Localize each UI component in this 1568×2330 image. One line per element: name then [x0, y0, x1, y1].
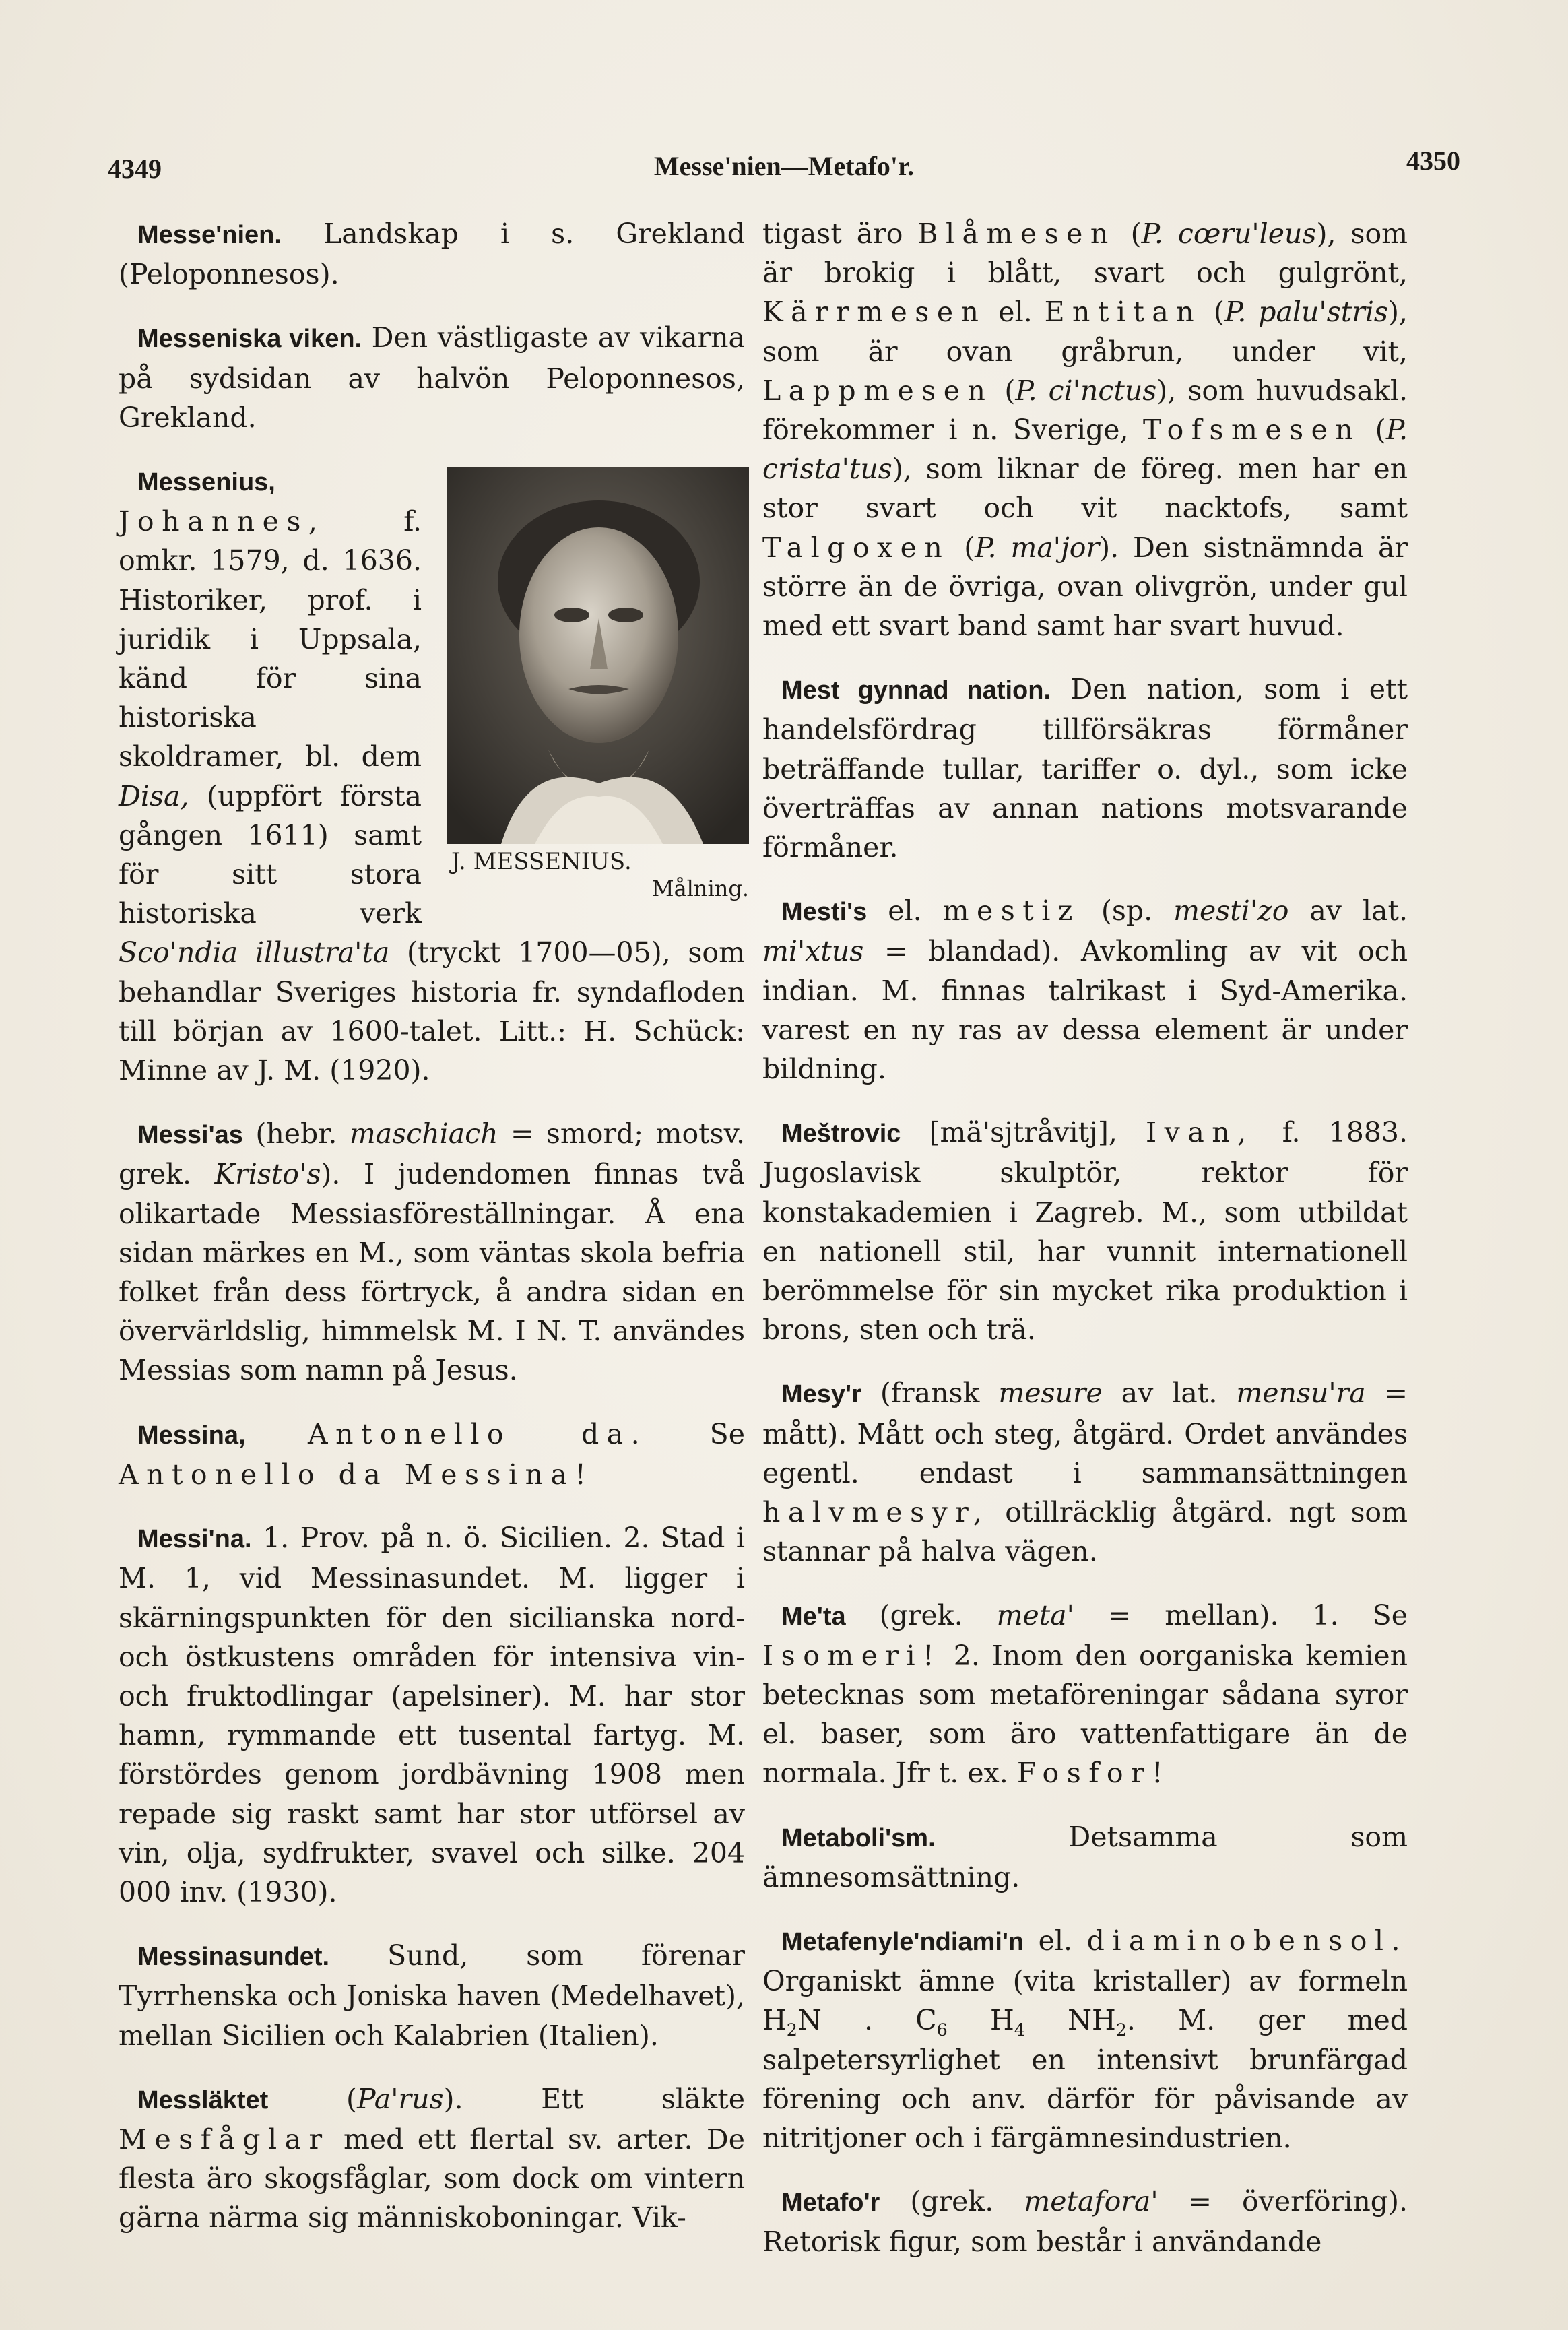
entry-mestrovic — [762, 1113, 1408, 1349]
entry-text: f. omkr. 1579, d. 1636. Historiker, prof. i juridik i Uppsala, känd för sina historiska skoldramer, bl. dem — [119, 505, 422, 773]
caption-credit: Målning. — [651, 876, 749, 902]
spaced-term: Mesfåglar — [119, 2123, 330, 2156]
subscript: 4 — [1014, 2019, 1025, 2040]
entry-text: (tryckt 1700—05), som behandlar Sveriges historia fr. syndafloden till början av 1600-talet. Litt.: H. Schück: Minne av J. M. (1920). — [119, 936, 745, 1087]
headword: Mesti's — [781, 898, 868, 927]
headword: Messläktet — [137, 2085, 269, 2114]
entry-text: Sund, som förenar Tyrrhenska och Joniska haven (Medelhavet), mellan Sicilien och Kalabrien (Italien). — [119, 1939, 745, 2052]
entry-metafor — [762, 2182, 1408, 2261]
headword: Mest gynnad nation. — [781, 676, 1051, 705]
entry-text: el. — [867, 895, 943, 928]
italic-term: P. crista'tus — [762, 414, 1408, 486]
entry-text: (sp. — [1080, 895, 1174, 928]
entry-text: ( — [1202, 296, 1225, 329]
entry-text: (grek. — [845, 1598, 997, 1631]
entry-mesyr — [762, 1373, 1408, 1571]
entry-meta — [762, 1596, 1408, 1793]
entry-text: (uppfört första gången 1611) samt för sitt stora historiska verk — [119, 779, 422, 930]
italic-term: metafora' — [1024, 2185, 1158, 2218]
subscript: 2 — [786, 2019, 797, 2040]
entry-text: ). Ett släkte — [443, 2082, 745, 2115]
entry-text: . M. ger med salpetersyrlighet en intensivt brunfärgad förening och anv. därför för påvisande av nitritjoner och i färgämnesindustrien. — [762, 2004, 1408, 2154]
cross-reference: Isomeri! — [762, 1639, 942, 1672]
italic-term: Kristo's — [214, 1158, 321, 1191]
italic-term: P. palu'stris — [1224, 296, 1388, 329]
headword: Mesy'r — [781, 1380, 861, 1409]
cross-reference: Antonello da Messina! — [119, 1458, 594, 1491]
entry-messenius — [119, 461, 749, 1090]
headword: Meštrovic — [781, 1120, 901, 1148]
entry-messias — [119, 1114, 745, 1390]
italic-term: P. ci'nctus — [1015, 374, 1157, 407]
spaced-term: halvmesyr, — [762, 1496, 990, 1529]
italic-term: Pa'rus — [357, 2082, 444, 2115]
italic-term: mi'xtus — [762, 935, 864, 968]
spaced-name: Ivan, — [1146, 1116, 1254, 1149]
entry-text: ), som är ovan gråbrun, under vit, — [762, 296, 1408, 368]
spaced-term: diaminobensol. — [1086, 1924, 1408, 1957]
headword: Messeniska viken. — [137, 325, 362, 354]
entry-text: ), som är brokig i blått, svart och gulgrönt, — [762, 218, 1408, 290]
spaced-term: Tofsmesen — [1142, 414, 1361, 447]
italic-term: P. ma'jor — [975, 531, 1100, 564]
entry-messenien — [119, 214, 745, 294]
entry-text: ( — [950, 531, 975, 564]
italic-term: maschiach — [349, 1118, 498, 1151]
headword: Messi'na. — [137, 1525, 252, 1554]
entry-text: ( — [268, 2082, 358, 2115]
spaced-term: Blåmesen — [917, 218, 1116, 250]
entry-text: H — [947, 2004, 1014, 2037]
entry-metabolism — [762, 1817, 1408, 1897]
entry-text: el. — [986, 296, 1045, 329]
entry-messina — [119, 1518, 745, 1912]
entry-text: ), som huvudsakl. förekommer i n. Sverige, — [762, 374, 1408, 447]
entry-text: ). I judendomen finnas två olikartade Messiasföreställningar. Å ena sidan märkes en M., som väntas skola befria folket från dess förtryck, å andra sidan en övervärldslig, himmelsk M. I N. T. användes Messias som namn på Jesus. — [119, 1158, 745, 1387]
right-column — [762, 214, 1408, 2286]
portrait-caption — [432, 848, 749, 902]
spaced-term: Lappmesen — [762, 374, 993, 407]
entry-text: med ett flertal sv. arter. De flesta äro skogsfåglar, som dock om vintern gärna närma sig människoboningar. Vik- — [119, 2123, 745, 2234]
entry-text: f. 1883. Jugoslavisk skulptör, rektor för konstakademien i Zagreb. M., som utbildat en nationell stil, har vunnit internationell berömmelse för sin mycket rika produktion i brons, sten och trä. — [762, 1116, 1408, 1347]
subscript: 2 — [1115, 2019, 1127, 2040]
italic-title: Sco'ndia illustra'ta — [119, 936, 390, 969]
entry-messina-antonello — [119, 1415, 745, 1494]
entry-messlaktet — [119, 2079, 745, 2238]
entry-mest-gynnad-nation — [762, 670, 1408, 867]
entry-text: otillräcklig åtgärd. ngt som stannar på halva vägen. — [762, 1496, 1408, 1568]
entry-messlaktet-continued — [762, 214, 1408, 645]
portrait-image — [447, 467, 749, 844]
running-title: Messe'nien—Metafo'r. — [653, 151, 915, 181]
headword: Messina, — [137, 1421, 246, 1450]
entry-text: Den nation, som i ett handelsfördrag tillförsäkras förmåner beträffande tullar, tariffer o. dyl., som icke överträffas av annan nations motsvarande förmåner. — [762, 673, 1408, 864]
cross-reference: Fosfor! — [1016, 1757, 1171, 1790]
page-header — [108, 145, 1460, 192]
italic-term: meta' — [996, 1598, 1074, 1631]
entry-text: ( — [993, 374, 1016, 407]
headword: Me'ta — [781, 1602, 846, 1631]
entry-text: = överföring). Retorisk figur, som består i användande — [762, 2185, 1408, 2259]
portrait-drawing — [447, 467, 749, 844]
entry-text: ). Den sistnämnda är större än de övriga, ovan olivgrön, under gul med ett svart band samt har svart huvud. — [762, 531, 1408, 643]
entry-text: ( — [1115, 218, 1142, 250]
entry-text: = smord; motsv. grek. — [119, 1118, 745, 1191]
entry-text: Se — [647, 1417, 745, 1450]
headword: Metaboli'sm. — [781, 1823, 936, 1852]
page-number-left: 4349 — [108, 154, 162, 184]
entry-mestis — [762, 891, 1408, 1089]
entry-text: 1. Prov. på n. ö. Sicilien. 2. Stad i M. 1, vid Messinasundet. M. ligger i skärningspunkten för den sicilianska nord- och östkustens områden för intensiva vin- och fruktodlingar (apelsiner). M. har stor hamn, rymmande ett tusental fartyg. M. förstördes genom jordbävning 1908 men repade sig raskt samt har stor utförsel av vin, olja, sydfrukter, svavel och silke. 204 000 inv. (1930). — [119, 1522, 745, 1908]
entry-text: av lat. — [1288, 895, 1408, 928]
entry-text: = mellan). 1. Se — [1074, 1598, 1408, 1631]
headword: Metafo'r — [781, 2189, 880, 2218]
entry-text: NH — [1024, 2004, 1116, 2037]
entry-text: av lat. — [1102, 1377, 1237, 1410]
left-column — [119, 214, 749, 2262]
entry-metafenylendiamin — [762, 1921, 1408, 2158]
entry-text: ( — [1361, 414, 1386, 447]
entry-text: = mått). Mått och steg, åtgärd. Ordet användes egentl. endast i sammansättningen — [762, 1377, 1408, 1489]
headword: Messinasundet. — [137, 1943, 330, 1972]
caption-name: J. MESSENIUS. — [451, 848, 632, 876]
page-number-right: 4350 — [1406, 145, 1460, 176]
spaced-name: Antonello da. — [308, 1417, 648, 1450]
spaced-name: Johannes, — [119, 505, 325, 538]
entry-text: ), som liknar de föreg. men har en stor svart och vit nacktofs, samt — [762, 453, 1408, 525]
italic-title: Disa, — [119, 779, 189, 812]
entry-text: Landskap i s. Grekland (Peloponnesos). — [119, 218, 745, 291]
entry-text: Detsamma som ämnesomsättning. — [762, 1820, 1408, 1894]
entry-messinasundet — [119, 1936, 745, 2055]
entry-text: (hebr. — [242, 1118, 350, 1151]
entry-text: 2. Inom den oorganiska kemien betecknas som metaföreningar sådana syror el. baser, som äro vattenfattigare än de normala. Jfr t. ex. — [762, 1639, 1408, 1790]
entry-text: tigast äro — [762, 218, 918, 250]
entry-text: (fransk — [861, 1377, 999, 1410]
italic-term: mensu'ra — [1236, 1377, 1366, 1410]
headword: Metafenyle'ndiami'n — [781, 1927, 1024, 1956]
entry-text: = blandad). Avkomling av vit och indian. M. finnas talrikast i Syd-Amerika. varest en ny ras av dessa element är under bildning. — [762, 935, 1408, 1086]
headword: Messe'nien. — [137, 221, 282, 249]
headword: Messi'as — [137, 1121, 243, 1150]
entry-text: el. — [1024, 1924, 1087, 1957]
headword: Messenius, — [137, 468, 275, 497]
italic-term: mesure — [998, 1377, 1103, 1410]
spaced-term: Talgoxen — [762, 531, 950, 564]
entry-text: N . C — [797, 2004, 937, 2037]
entry-text: Den västligaste av vikarna på sydsidan av halvön Peloponnesos, Grekland. — [119, 321, 745, 434]
subscript: 6 — [936, 2019, 948, 2040]
spaced-term: mestiz — [942, 895, 1080, 928]
entry-messeniska-viken — [119, 318, 745, 437]
spaced-term: Entitan — [1044, 296, 1202, 329]
entry-text: (grek. — [880, 2185, 1024, 2218]
portrait-figure — [432, 467, 749, 902]
entry-text: Organiskt ämne (vita kristaller) av formeln H — [762, 1965, 1408, 2037]
entry-text: [mä'sjtråvitj], — [901, 1116, 1146, 1149]
italic-term: P. cœru'leus — [1141, 218, 1317, 250]
spaced-term: Kärrmesen — [762, 296, 987, 329]
italic-term: mesti'zo — [1173, 895, 1289, 928]
